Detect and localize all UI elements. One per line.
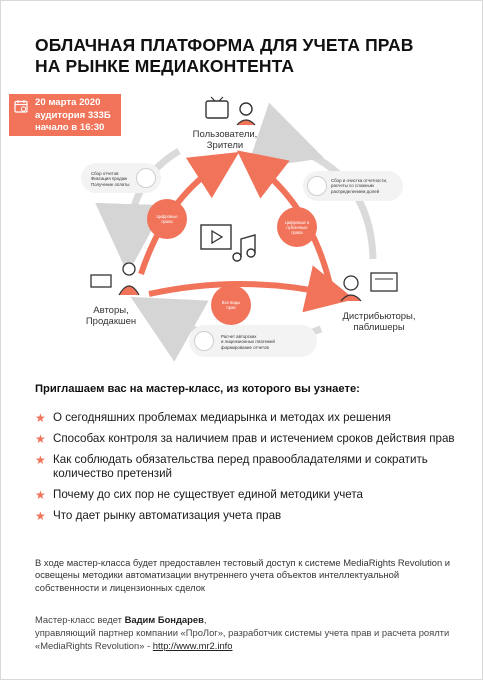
list-item: ★ Способах контроля за наличием прав и истечением сроков действия прав <box>35 432 455 446</box>
event-time: начало в 16:30 <box>35 122 105 133</box>
flow-all-rights: Все виды прав <box>211 285 251 325</box>
document-icon <box>136 168 156 188</box>
process-clean-reports: Сбор и очистка отчетности, расчеты со сложным распределением долей <box>303 171 403 201</box>
distributor-icon <box>341 273 397 301</box>
title-line-2: НА РЫНКЕ МЕДИАКОНТЕНТА <box>35 56 295 76</box>
process-royalty-calc: Расчет авторских и лицензионных платежей формирование отчетов <box>189 325 317 357</box>
node-users-label: Пользователи, Зрители <box>192 129 258 151</box>
flow-digital-rights: Цифровые права <box>147 199 187 239</box>
star-icon: ★ <box>35 488 46 502</box>
flow-digital-public-rights: Цифровые и публичные права <box>277 207 317 247</box>
website-link[interactable]: http://www.mr2.info <box>152 640 233 651</box>
list-item: ★ Почему до сих пор не существует единой методики учета <box>35 488 363 502</box>
star-icon: ★ <box>35 453 46 467</box>
node-distributors-label: Дистрибьюторы, паблишеры <box>342 311 416 333</box>
learning-points <box>35 411 465 530</box>
speaker-role: управляющий партнер компании «ПроЛог», разработчик системы учета прав и расчета роялти «MediaRights Revolution» - <box>35 627 450 651</box>
process-collect-reports: Сбор отчетов Фиксация продаж Получение оплаты <box>81 163 161 193</box>
list-item: ★ О сегодняшних проблемах медиарынка и методах их решения <box>35 411 391 425</box>
star-icon: ★ <box>35 509 46 523</box>
event-room: аудитория 333Б <box>35 109 111 121</box>
star-icon: ★ <box>35 432 46 446</box>
speaker-info: Мастер-класс ведет Вадим Бондарев, управляющий партнер компании «ПроЛог», разработчик системы учета прав и расчета роялти «MediaRights Revolution» - http://www.mr2.info <box>35 614 450 651</box>
document-icon <box>307 176 327 196</box>
list-item: ★ Как соблюдать обязательства перед правообладателями и сократить количество претензий <box>35 453 428 480</box>
node-authors-label: Авторы, Продакшен <box>85 305 137 327</box>
star-icon: ★ <box>35 411 46 425</box>
speaker-prefix: Мастер-класс ведет <box>35 614 125 625</box>
tv-icon <box>206 97 255 125</box>
list-item: ★ Что дает рынку автоматизация учета прав <box>35 509 282 523</box>
document-icon <box>194 331 214 351</box>
page-title <box>35 35 465 77</box>
demo-note: В ходе мастер-класса будет предоставлен тестовый доступ к системе MediaRights Revolution и освещены методики автоматизации внутреннего учета объектов интеллектуальной собственности и лицензионных сделок <box>35 557 451 593</box>
event-date: 20 марта 2020 <box>35 97 101 108</box>
media-icon <box>201 225 255 261</box>
intro-text: Приглашаем вас на мастер-класс, из которого вы узнаете: <box>35 383 360 395</box>
musician-icon <box>91 263 139 295</box>
title-line-1: ОБЛАЧНАЯ ПЛАТФОРМА ДЛЯ УЧЕТА ПРАВ <box>35 35 414 55</box>
rights-flow-diagram <box>1 89 483 379</box>
speaker-name: Вадим Бондарев <box>124 614 204 625</box>
